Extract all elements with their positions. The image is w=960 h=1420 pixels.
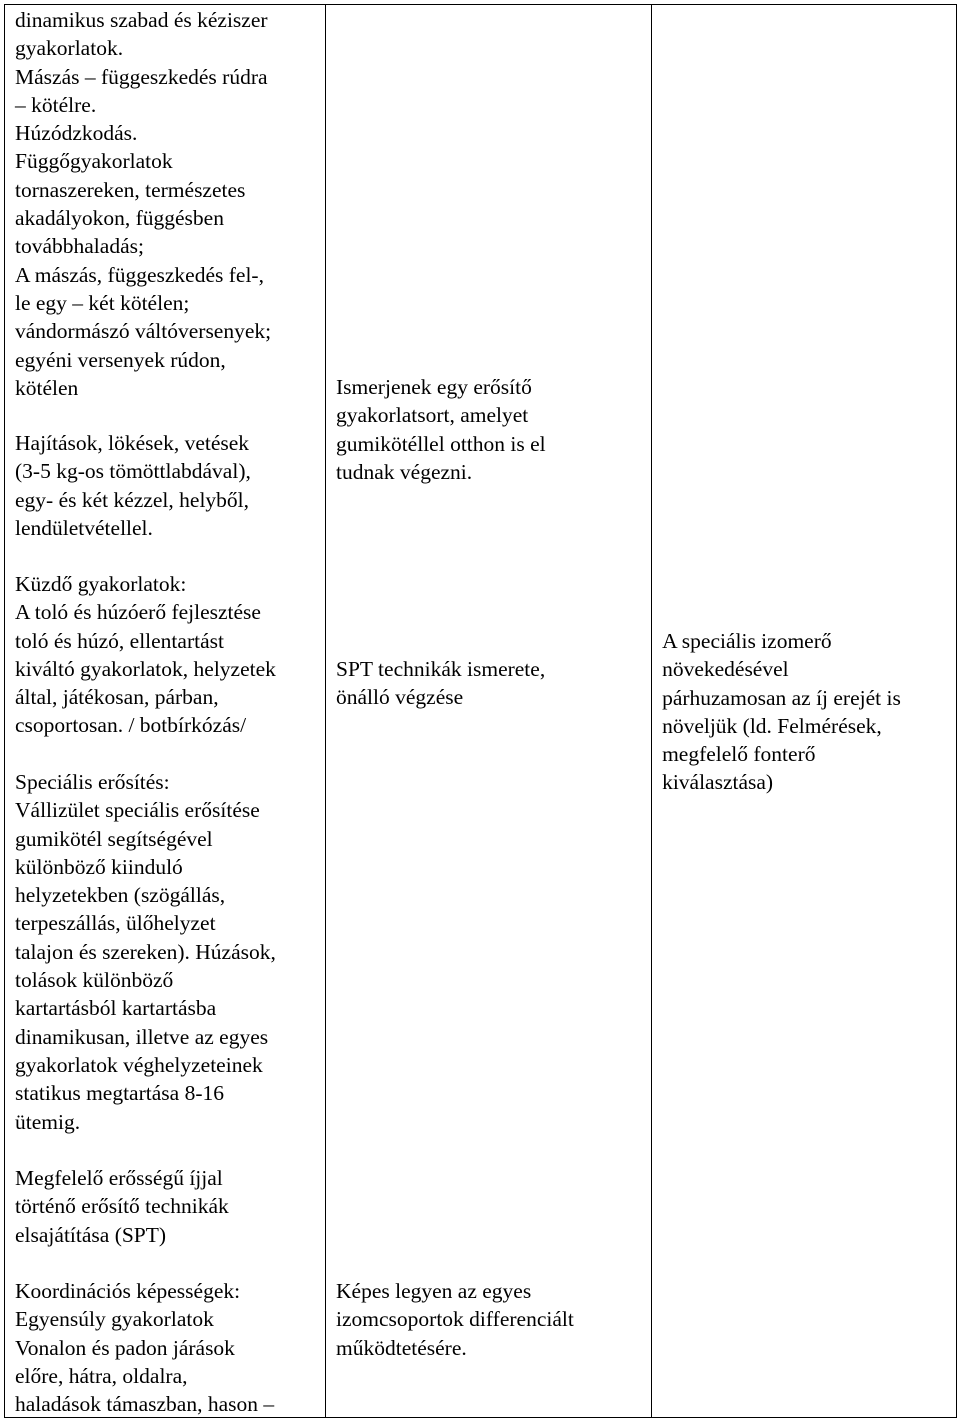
text-line: gumikötél segítségével	[15, 826, 213, 851]
text-line: Vonalon és padon járások	[15, 1335, 235, 1360]
text-line: gyakorlatok.	[15, 36, 124, 61]
climbing-exercises-text	[15, 6, 271, 402]
text-line: Függőgyakorlatok	[15, 149, 173, 174]
text-line: A mászás, függeszkedés fel-,	[15, 262, 264, 287]
bow-strength-note-text	[662, 627, 901, 797]
text-line: talajon és szereken). Húzások,	[15, 939, 276, 964]
text-line: Megfelelő erősségű íjjal	[15, 1166, 223, 1190]
bow-strengthening-text	[15, 1164, 229, 1249]
text-line: izomcsoportok differenciált	[336, 1307, 574, 1332]
text-line: toló és húzó, ellentartást	[15, 628, 224, 653]
text-line: SPT technikák ismerete,	[336, 657, 546, 681]
text-line: kiváltó gyakorlatok, helyzetek	[15, 656, 276, 681]
requirements-cell	[326, 5, 652, 1418]
text-line: Küzdő gyakorlatok:	[15, 572, 187, 596]
text-line: előre, hátra, oldalra,	[15, 1363, 188, 1388]
text-line: önálló végzése	[336, 685, 464, 710]
curriculum-table	[4, 4, 957, 1418]
text-line: Koordinációs képességek:	[15, 1279, 241, 1303]
muscle-group-requirement-text	[336, 1277, 574, 1362]
text-line: csoportosan. / botbírkózás/	[15, 713, 247, 738]
special-strengthening-text	[15, 768, 276, 1136]
text-line: egy- és két kézzel, helyből,	[15, 487, 250, 512]
text-line: által, játékosan, párban,	[15, 685, 219, 710]
text-line: növekedésével	[662, 657, 789, 682]
text-line: kartartásból kartartásba	[15, 996, 217, 1021]
strengthening-requirement-text	[336, 373, 546, 486]
text-line: Mászás – függeszkedés rúdra	[15, 64, 268, 89]
text-line: akadályokon, függésben	[15, 206, 224, 231]
text-line: statikus megtartása 8-16	[15, 1081, 224, 1106]
text-line: egyéni versenyek rúdon,	[15, 347, 226, 372]
text-line: gumikötéllel otthon is el	[336, 431, 546, 456]
text-line: kiválasztása)	[662, 770, 774, 795]
text-line: A toló és húzóerő fejlesztése	[15, 600, 261, 625]
text-line: Képes legyen az egyes	[336, 1279, 532, 1303]
text-line: növeljük (ld. Felmérések,	[662, 713, 882, 738]
spt-requirement-text	[336, 655, 545, 712]
text-line: helyzetekben (szögállás,	[15, 883, 226, 908]
text-line: vándormászó váltóversenyek;	[15, 319, 272, 344]
text-line: – kötélre.	[15, 92, 97, 117]
text-line: tolások különböző	[15, 968, 174, 993]
text-line: dinamikusan, illetve az egyes	[15, 1024, 269, 1049]
text-line: le egy – két kötélen;	[15, 290, 190, 315]
text-line: párhuzamosan az íj erejét is	[662, 685, 901, 710]
activities-cell	[5, 5, 326, 1418]
text-line: működtetésére.	[336, 1335, 467, 1360]
text-line: lendületvétellel.	[15, 515, 153, 540]
text-line: gyakorlatsort, amelyet	[336, 403, 529, 428]
text-line: Húzódzkodás.	[15, 121, 138, 146]
notes-cell	[652, 5, 957, 1418]
text-line: dinamikus szabad és kéziszer	[15, 8, 268, 32]
text-line: továbbhaladás;	[15, 234, 144, 259]
text-line: történő erősítő technikák	[15, 1194, 229, 1219]
text-line: Speciális erősítés:	[15, 770, 170, 794]
text-line: tornaszereken, természetes	[15, 177, 246, 202]
text-line: (3-5 kg-os tömöttlabdával),	[15, 459, 251, 484]
text-line: A speciális izomerő	[662, 629, 832, 653]
text-line: gyakorlatok véghelyzeteinek	[15, 1052, 263, 1077]
text-line: Ismerjenek egy erősítő	[336, 375, 532, 399]
table-row	[5, 5, 957, 1418]
text-line: tudnak végezni.	[336, 459, 473, 484]
text-line: Hajítások, lökések, vetések	[15, 431, 250, 455]
text-line: elsajátítása (SPT)	[15, 1222, 167, 1247]
text-line: megfelelő fonterő	[662, 742, 816, 767]
text-line: terpeszállás, ülőhelyzet	[15, 911, 216, 936]
throwing-exercises-text	[15, 429, 251, 542]
combat-exercises-text	[15, 570, 276, 740]
text-line: haladások támaszban, hason –	[15, 1392, 275, 1417]
text-line: Egyensúly gyakorlatok	[15, 1307, 214, 1332]
text-line: kötélen	[15, 375, 79, 400]
coordination-exercises-text	[15, 1277, 274, 1418]
text-line: ütemig.	[15, 1109, 81, 1134]
text-line: különböző kiinduló	[15, 854, 183, 879]
text-line: Vállizület speciális erősítése	[15, 798, 260, 823]
